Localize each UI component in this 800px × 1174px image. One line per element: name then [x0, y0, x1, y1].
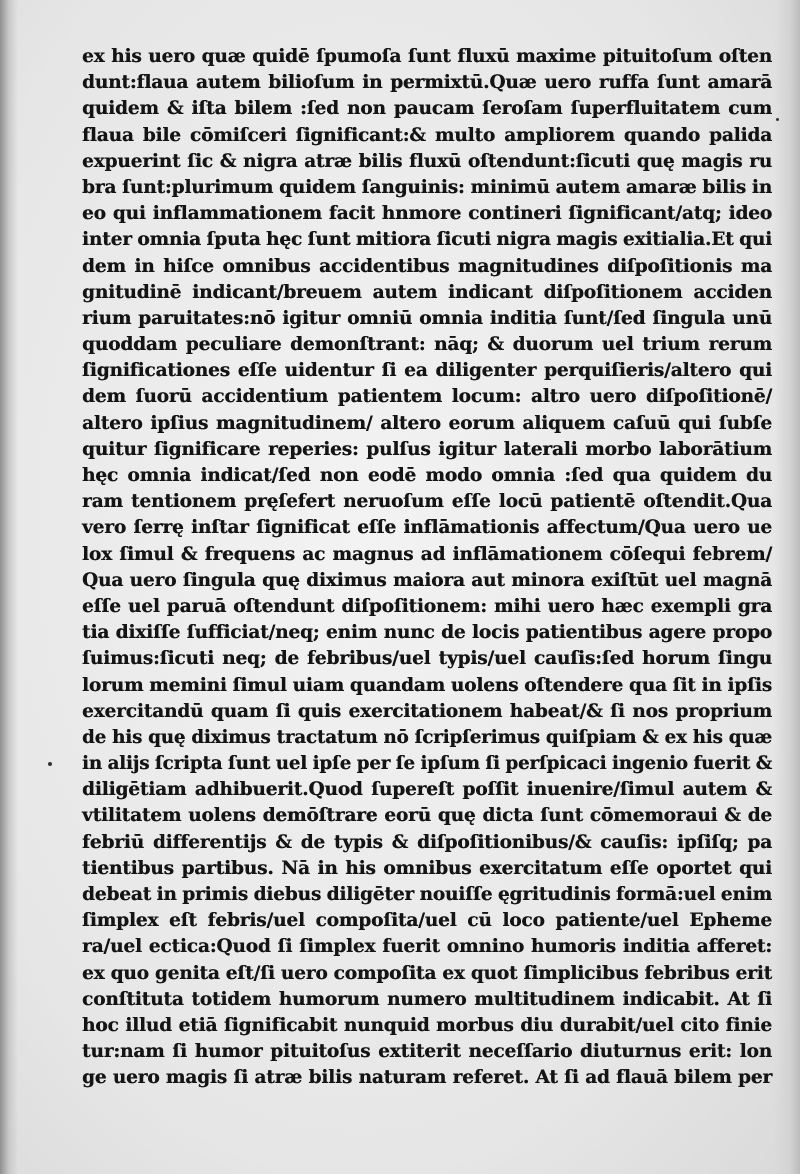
page-edge-shadow — [774, 0, 800, 1174]
text-line: tientibus partibus. Nā in his omnibus exercitatum eſſe oportet qui — [82, 857, 772, 879]
text-line: ſimplex eſt febris/uel compoſita/uel cū loco patiente/uel Epheme — [82, 910, 772, 932]
text-line: ex his uero quæ quidē ſpumoſa ſunt fluxū maxime pituitoſum oſten — [82, 46, 772, 67]
text-line: dunt:flaua autem bilioſum in permixtū.Quæ uero ruffa ſunt amarā — [82, 72, 772, 94]
text-line: de his quę diximus tractatum nō ſcripſerimus quiſpiam & ex his quæ — [82, 726, 772, 748]
body-text — [82, 44, 772, 1092]
text-line: exercitandū quam ſi quis exercitationem habeat/& ſi nos proprium — [82, 700, 772, 722]
margin-mark — [776, 118, 779, 121]
text-line: ra/uel ectica:Quod ſi ſimplex fuerit omnino humoris inditia afferet: — [82, 936, 772, 958]
text-line: gnitudinē indicant/breuem autem indicant diſpoſitionem acciden — [82, 281, 772, 303]
text-line: ex quo genita eſt/ſi uero compoſita ex quot ſimplicibus febribus erit — [82, 962, 772, 984]
text-line: ram tentionem pręſefert neruoſum eſſe locū patientē oſtendit.Qua — [82, 491, 772, 513]
text-line: quoddam peculiare demonſtrant: nāq; & duorum uel trium rerum — [82, 334, 772, 356]
text-line: lorum memini ſimul uiam quandam uolens oſtendere qua ſit in ipſis — [82, 674, 772, 696]
text-line: expuerint ſic & nigra atræ bilis fluxū oſtendunt:ſicuti quę magis ru — [82, 150, 772, 172]
text-line: in alijs ſcripta ſunt uel ipſe per ſe ipſum ſi perſpicaci ingenio fuerit & — [82, 753, 772, 775]
text-line: ſignificationes eſſe uidentur ſi ea diligenter perquiſieris/altero qui — [82, 360, 772, 382]
text-line: rium paruitates:nō igitur omniū omnia inditia ſunt/ſed ſingula unū — [82, 307, 772, 329]
margin-mark — [48, 762, 52, 766]
text-line: febriū differentijs & de typis & diſpoſitionibus/& cauſis: ipſiſq; pa — [82, 831, 772, 853]
text-line: Qua uero ſingula quę diximus maiora aut minora exiſtūt uel magnā — [82, 569, 772, 591]
text-line: lox ſimul & frequens ac magnus ad inflāmationem cōſequi febrem/ — [82, 543, 772, 565]
text-line: tia dixiſſe ſufficiat/neq; enim nunc de locis patientibus agere propo — [82, 622, 772, 644]
text-line: vtilitatem uolens demōſtrare eorū quę dicta ſunt cōmemoraui & de — [82, 805, 772, 827]
text-line: eſſe uel paruā oſtendunt diſpoſitionem: mihi uero hæc exempli gra — [82, 595, 772, 617]
text-line: bra ſunt:plurimum quidem ſanguinis: minimū autem amaræ bilis in — [82, 176, 772, 198]
text-line: vero ſerrę inſtar ſignificat eſſe inflāmationis affectum/Qua uero ue — [82, 517, 772, 539]
text-line: quidem & iſta bilem :ſed non paucam ſeroſam ſuperfluitatem cum — [82, 98, 772, 120]
binding-gutter-shadow — [0, 0, 18, 1174]
text-line: flaua bile cōmiſceri ſignificant:& multo ampliorem quando palida — [82, 124, 772, 146]
text-line: eo qui inflammationem facit hnmore contineri ſignificant/atq; ideo — [82, 203, 772, 225]
text-line: hoc illud etiā ſignificabit nunquid morbus diu durabit/uel cito finie — [82, 1014, 772, 1036]
text-line: dem ſuorū accidentium patientem locum: altro uero diſpoſitionē/ — [82, 386, 772, 408]
text-line: dem in hiſce omnibus accidentibus magnitudines diſpoſitionis ma — [82, 255, 772, 277]
text-line: altero ipſius magnitudinem/ altero eorum aliquem caſuū qui ſubſe — [82, 412, 772, 434]
text-line: diligētiam adhibuerit.Quod ſupereſt poſſit inuenire/ſimul autem & — [82, 779, 772, 801]
text-line: debeat in primis diebus diligēter nouiſſe ęgritudinis formā:uel enim — [82, 884, 772, 905]
text-line: conſtituta totidem humorum numero multitudinem indicabit. At ſi — [82, 988, 772, 1010]
text-line: ſuimus:ſicuti neq; de febribus/uel typis/uel cauſis:ſed horum ſingu — [82, 648, 772, 670]
text-line: quitur ſignificare reperies: pulſus igitur laterali morbo laborātium — [82, 438, 772, 460]
text-line: hęc omnia indicat/ſed non eodē modo omnia :ſed qua quidem du — [82, 465, 772, 486]
text-line: inter omnia ſputa hęc ſunt mitiora ſicuti nigra magis exitialia.Et qui — [82, 229, 772, 251]
text-line: ge uero magis ſi atræ bilis naturam referet. At ſi ad flauā bilem per — [82, 1067, 772, 1089]
text-line: tur:nam ſi humor pituitoſus extiterit neceſſario diuturnus erit: lon — [82, 1041, 772, 1063]
